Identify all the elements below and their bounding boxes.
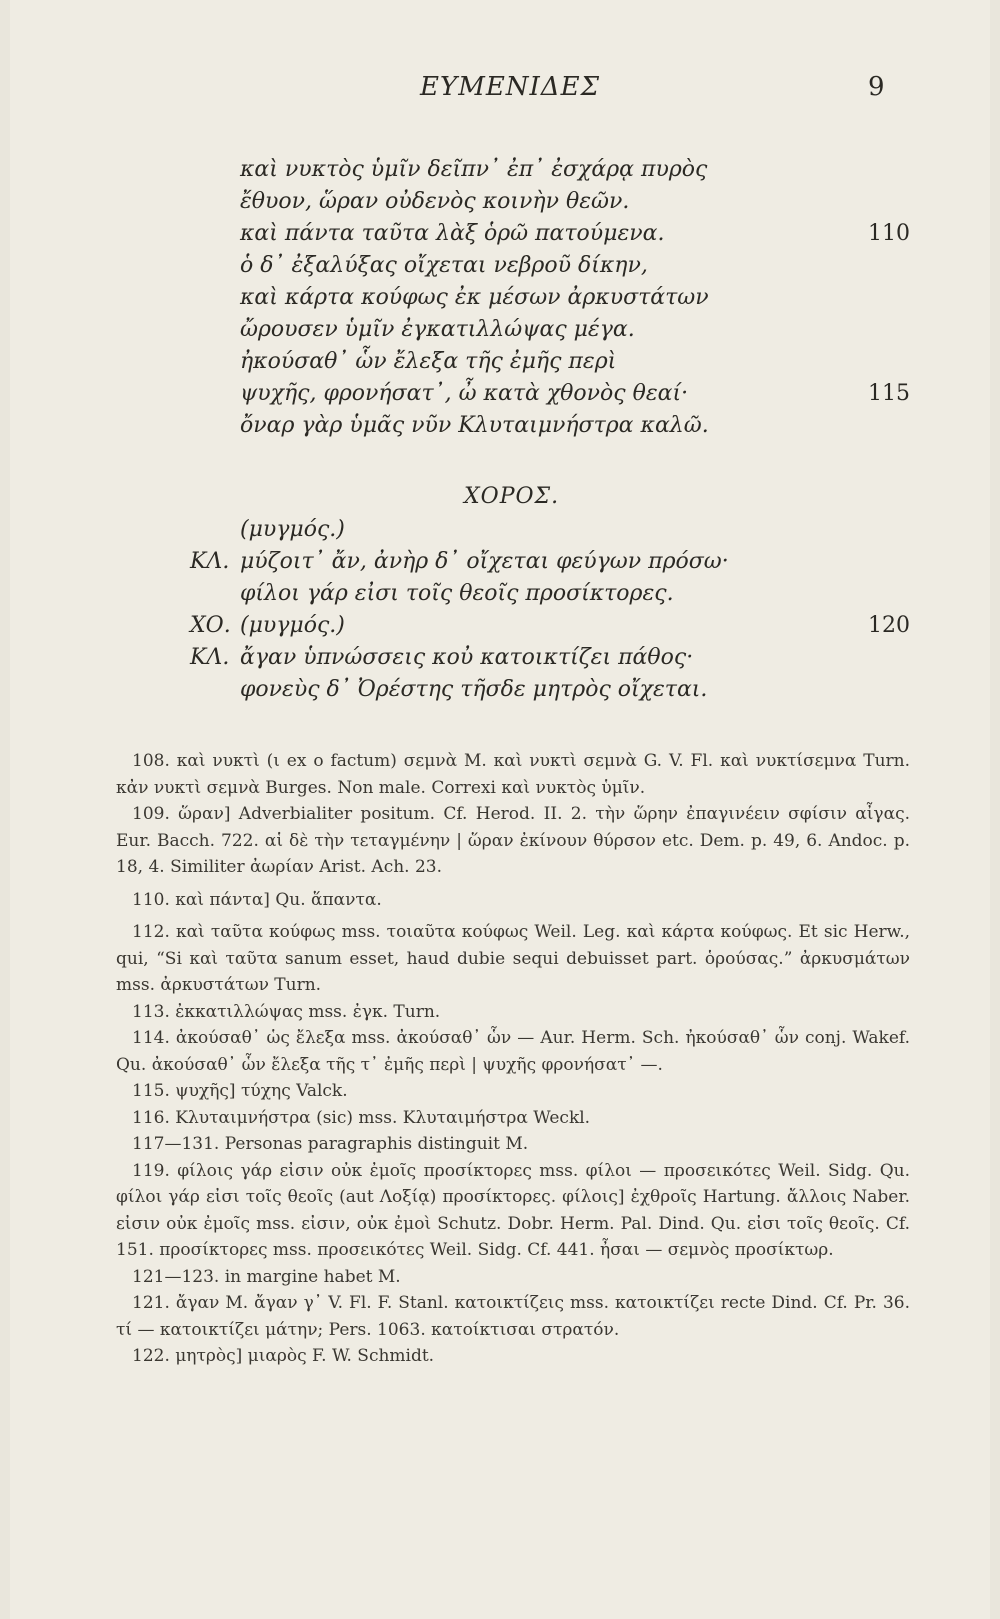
- note-paragraph: 119. φίλοις γάρ εἰσιν οὐκ ἐμοῖς προσίκτορες mss. φίλοι — προσεικότες Weil. Sidg. Qu. φίλοι γάρ εἰσι τοῖς θεοῖς (aut Λοξίᾳ) προσίκτορες. φίλοις] ἐχθροῖς Hartung. ἄλλοις Naber. εἰσιν οὐκ ἐμοῖς mss. εἰσιν, οὐκ ἐμοὶ Schutz. Dobr. Herm. Pal. Dind. Qu. εἰσι τοῖς θεοῖς. Cf. 151. προσίκτορες mss. προσεικότες Weil. Sidg. Cf. 441. ἦσαι — σεμνὸς προσίκτωρ.: [116, 1160, 910, 1260]
- line-number: [850, 346, 910, 378]
- line-number: [850, 186, 910, 218]
- line-number: [850, 674, 910, 706]
- line-number: [850, 578, 910, 610]
- critical-notes: [116, 748, 910, 1370]
- note-paragraph: 110. καὶ πάντα] Qu. ἅπαντα.: [132, 889, 382, 910]
- verse-line: καὶ πάντα ταῦτα λὰξ ὁρῶ πατούμενα.: [240, 221, 665, 246]
- line-number: 120: [868, 613, 910, 638]
- note-paragraph: 113. ἐκκατιλλώψας mss. ἐγκ. Turn.: [132, 1001, 441, 1022]
- verse-line: (μυγμός.): [240, 613, 345, 638]
- verse-line: ὤρουσεν ὑμῖν ἐγκατιλλώψας μέγα.: [240, 317, 635, 342]
- note-paragraph: 108. καὶ νυκτὶ (ι ex ο factum) σεμνὰ M. καὶ νυκτὶ σεμνὰ G. V. Fl. καὶ νυκτίσεμνα Turn. κἀν νυκτὶ σεμνὰ Burges. Non male. Correxi καὶ νυκτὸς ὑμῖν.: [116, 751, 910, 798]
- page-number: 9: [868, 72, 885, 102]
- line-number: [850, 282, 910, 314]
- note-paragraph: 112. καὶ ταῦτα κούφως mss. τοιαῦτα κούφως Weil. Leg. καὶ κάρτα κούφως. Et sic Herw., qui, “Si καὶ ταῦτα sanum esset, haud dubie sequi debuisset part. ὁρούσας.” ἀρκυσμάτων mss. ἀρκυστάτων Turn.: [116, 922, 910, 995]
- line-number: [850, 314, 910, 346]
- verse-line: καὶ νυκτὸς ὑμῖν δεῖπν᾽ ἐπ᾽ ἐσχάρᾳ πυρὸς: [240, 157, 708, 182]
- note-paragraph: 116. Κλυταιμνήστρα (sic) mss. Κλυταιμήστρα Weckl.: [132, 1107, 591, 1128]
- book-page: [10, 0, 990, 1619]
- verse-line: φονεὺς δ᾽ Ὀρέστης τῆσδε μητρὸς οἴχεται.: [240, 677, 708, 702]
- note-paragraph: 117—131. Personas paragraphis distinguit M.: [132, 1134, 529, 1154]
- line-number: [850, 546, 910, 578]
- speaker-label: ΚΛ.: [190, 645, 230, 670]
- verse-line: καὶ κάρτα κούφως ἐκ μέσων ἀρκυστάτων: [240, 285, 709, 310]
- verse-line: ὄναρ γὰρ ὑμᾶς νῦν Κλυταιμνήστρα καλῶ.: [240, 413, 709, 438]
- verse-line: φίλοι γάρ εἰσι τοῖς θεοῖς προσίκτορες.: [240, 581, 674, 606]
- note-paragraph: 121. ἄγαν M. ἄγαν γ᾽ V. Fl. F. Stanl. κατοικτίζεις mss. κατοικτίζει recte Dind. Cf. Pr. 36. τί — κατοικτίζει μάτην; Pers. 1063. κατοίκτισαι στρατόν.: [116, 1293, 910, 1340]
- verse-line: ἄγαν ὑπνώσσεις κοὐ κατοικτίζει πάθος·: [240, 645, 694, 670]
- chorus-heading: ΧΟΡΟΣ.: [464, 484, 560, 509]
- speaker-label: ΚΛ.: [190, 549, 230, 574]
- note-paragraph: 122. μητρὸς] μιαρὸς F. W. Schmidt.: [132, 1346, 435, 1366]
- note-paragraph: 109. ὥραν] Adverbialiter positum. Cf. Herod. II. 2. τὴν ὥρην ἐπαγινέειν σφίσιν αἶγας. Eur. Bacch. 722. αἱ δὲ τὴν τεταγμένην | ὥραν ἐκίνουν θύρσον etc. Dem. p. 49, 6. Andoc. p. 18, 4. Similiter ἀωρίαν Arist. Ach. 23.: [116, 804, 910, 877]
- running-title: ΕΥΜΕΝΙΔΕΣ: [420, 72, 600, 102]
- note-paragraph: 115. ψυχῆς] τύχης Valck.: [132, 1081, 348, 1101]
- verse-line: ἠκούσαθ᾽ ὧν ἔλεξα τῆς ἐμῆς περὶ: [240, 349, 617, 374]
- line-number: [850, 410, 910, 442]
- line-number: [850, 514, 910, 546]
- verse-line: (μυγμός.): [240, 517, 345, 542]
- note-paragraph: 121—123. in margine habet M.: [132, 1266, 401, 1287]
- verse-line: μύζοιτ᾽ ἄν, ἀνὴρ δ᾽ οἴχεται φεύγων πρόσω·: [240, 549, 729, 574]
- verse-line: ἔθυον, ὥραν οὐδενὸς κοινὴν θεῶν.: [240, 189, 630, 214]
- speaker-label: ΧΟ.: [190, 613, 231, 638]
- line-number: [850, 642, 910, 674]
- verse-line: ὁ δ᾽ ἐξαλύξας οἴχεται νεβροῦ δίκην,: [240, 253, 648, 278]
- line-number: [850, 250, 910, 282]
- line-number: 115: [868, 381, 910, 406]
- line-number: [850, 154, 910, 186]
- verse-line: ψυχῆς, φρονήσατ᾽, ὦ κατὰ χθονὸς θεαί·: [240, 381, 689, 406]
- line-number: 110: [868, 221, 910, 246]
- note-paragraph: 114. ἀκούσαθ᾽ ὡς ἔλεξα mss. ἀκούσαθ᾽ ὧν — Aur. Herm. Sch. ἠκούσαθ᾽ ὧν conj. Wakef. Qu. ἀκούσαθ᾽ ὧν ἔλεξα τῆς τ᾽ ἐμῆς περὶ | ψυχῆς φρονήσατ᾽ —.: [116, 1028, 910, 1075]
